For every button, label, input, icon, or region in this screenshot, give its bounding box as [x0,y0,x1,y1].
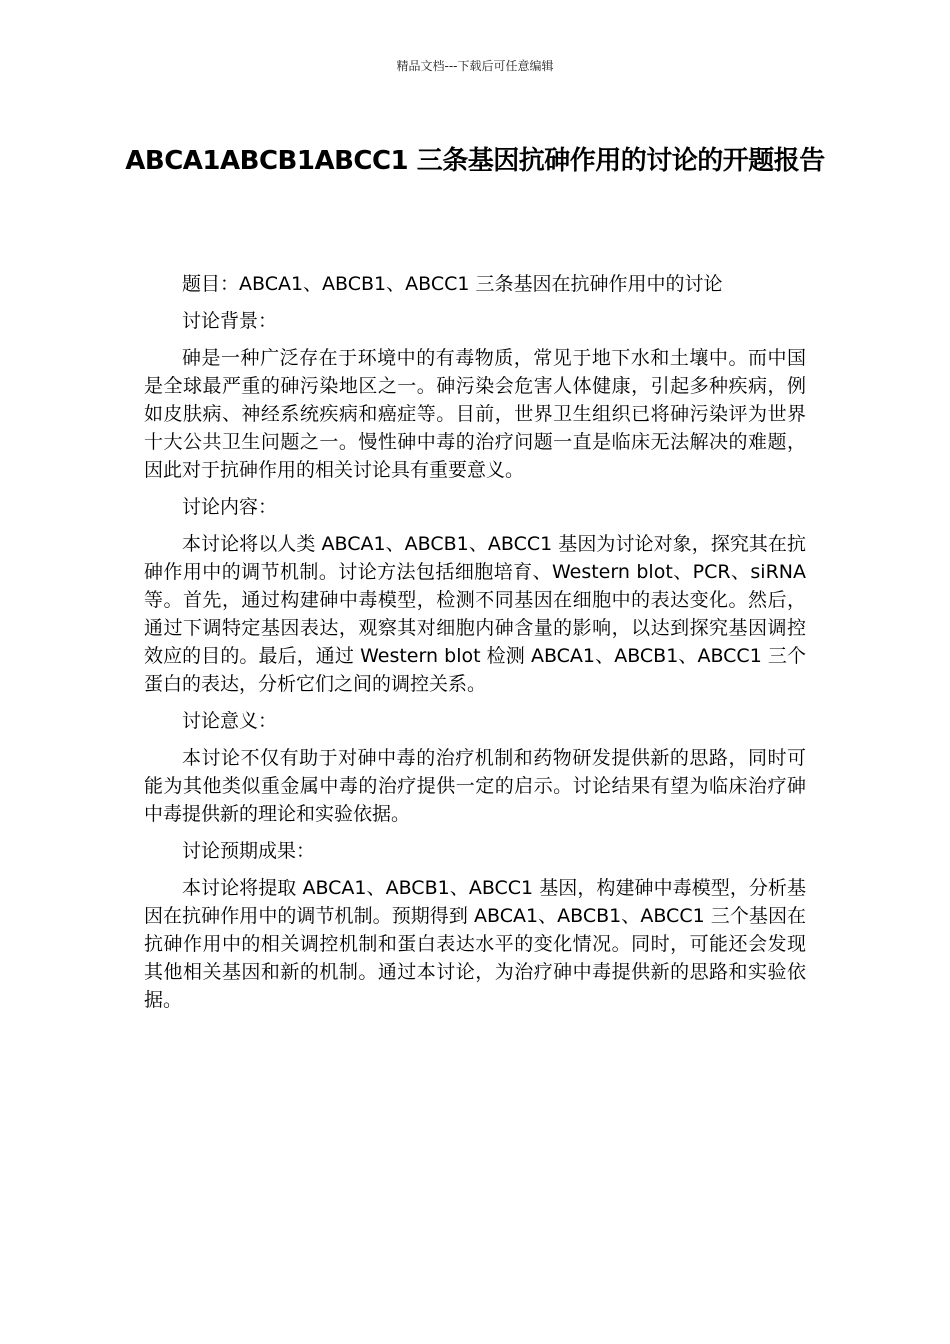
expected-paragraph: 本讨论将提取 ABCA1、ABCB1、ABCC1 基因，构建砷中毒模型，分析基因在抗砷作用中的调节机制。预期得到 ABCA1、ABCB1、ABCC1 三个基因在抗砷作用中的相关调控机制和蛋白表达水平的变化情况。同时，可能还会发现其他相关基因和新的机制。通过本讨论，为治疗砷中毒提供新的思路和实验依据。 [144,877,806,1011]
background-paragraph: 砷是一种广泛存在于环境中的有毒物质，常见于地下水和土壤中。而中国是全球最严重的砷污染地区之一。砷污染会危害人体健康，引起多种疾病，例如皮肤病、神经系统疾病和癌症等。目前，世界卫生组织已将砷污染评为世界十大公共卫生问题之一。慢性砷中毒的治疗问题一直是临床无法解决的难题，因此对于抗砷作用的相关讨论具有重要意义。 [144,347,806,481]
document-title: ABCA1ABCB1ABCC1 三条基因抗砷作用的讨论的开题报告 [125,146,825,176]
content-heading: 讨论内容： [182,496,278,518]
header-note: 精品文档---下载后可任意编辑 [396,59,554,73]
document-body [144,270,806,1014]
background-heading: 讨论背景： [182,310,278,332]
significance-heading: 讨论意义： [182,710,278,732]
topic-line: 题目：ABCA1、ABCB1、ABCC1 三条基因在抗砷作用中的讨论 [182,273,723,295]
expected-heading: 讨论预期成果： [182,840,316,862]
significance-paragraph: 本讨论不仅有助于对砷中毒的治疗机制和药物研发提供新的思路，同时可能为其他类似重金属中毒的治疗提供一定的启示。讨论结果有望为临床治疗砷中毒提供新的理论和实验依据。 [144,747,806,825]
content-paragraph: 本讨论将以人类 ABCA1、ABCB1、ABCC1 基因为讨论对象，探究其在抗砷作用中的调节机制。讨论方法包括细胞培育、Western blot、PCR、siRNA 等。首先，通过构建砷中毒模型，检测不同基因在细胞中的表达变化。然后，通过下调特定基因表达，观察其对细胞内砷含量的影响，以达到探究基因调控效应的目的。最后，通过 Western blot 检测 ABCA1、ABCB1、ABCC1 三个蛋白的表达，分析它们之间的调控关系。 [144,533,806,695]
